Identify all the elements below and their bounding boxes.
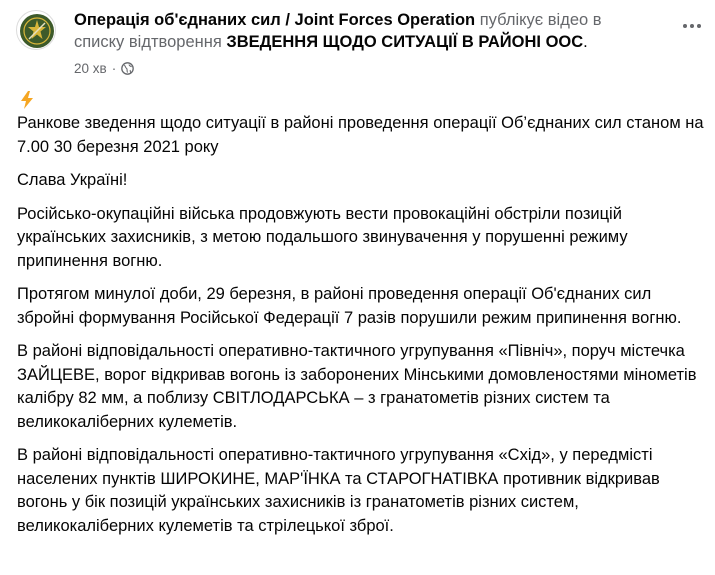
post-paragraph: Російсько-окупаційні війська продовжують вести провокаційні обстріли позицій українських захисників, з метою подальшого звинувачення у порушенні режиму припинення вогню. <box>17 204 628 270</box>
post-meta <box>74 59 134 77</box>
post-content <box>17 90 707 548</box>
post-timestamp[interactable]: 20 хв <box>74 60 107 76</box>
playlist-link[interactable]: ЗВЕДЕННЯ ЩОДО СИТУАЦІЇ В РАЙОНІ ООС <box>226 33 584 51</box>
post-paragraph: В районі відповідальності оперативно-тактичного угрупування «Північ», поруч містечка ЗАЙЦЕВЕ, ворог відкривав вогонь із заборонених Мінськими домовленостями мінометів калібру 82 мм, а поблизу СВІТЛОДАРСЬКА – з гранатометів різних систем та великокаліберних кулеметів. <box>17 342 697 431</box>
post-paragraph: В районі відповідальності оперативно-тактичного угрупування «Схід», у передмісті населених пунктів ШИРОКИНЕ, МАР'ЇНКА та СТАРОГНАТІВКА противник відкривав вогонь у бік позицій українських захисників із гранатометів різних систем, великокаліберних кулеметів та стрілецької зброї. <box>17 446 660 535</box>
post-header <box>16 8 706 80</box>
page-avatar[interactable] <box>16 10 56 50</box>
action-text: публікує відео в списку відтворення <box>74 11 602 51</box>
meta-separator: · <box>111 60 117 76</box>
post-paragraph: Ранкове зведення щодо ситуації в районі проведення операції Об’єднаних сил станом на 7.00 30 березня 2021 року <box>17 114 704 156</box>
post-paragraph: Протягом минулої доби, 29 березня, в районі проведення операції Об'єднаних сил збройні формування Російської Федерації 7 разів порушили режим припинення вогню. <box>17 285 682 327</box>
lightning-icon <box>17 90 37 110</box>
page-name-link[interactable]: Операція об'єднаних сил / Joint Forces Operation <box>74 11 476 29</box>
post-paragraph: Слава Україні! <box>17 171 128 189</box>
title-period: . <box>583 33 588 51</box>
globe-icon <box>121 62 134 75</box>
more-options-icon[interactable] <box>678 12 706 40</box>
post-title-line <box>74 9 654 53</box>
